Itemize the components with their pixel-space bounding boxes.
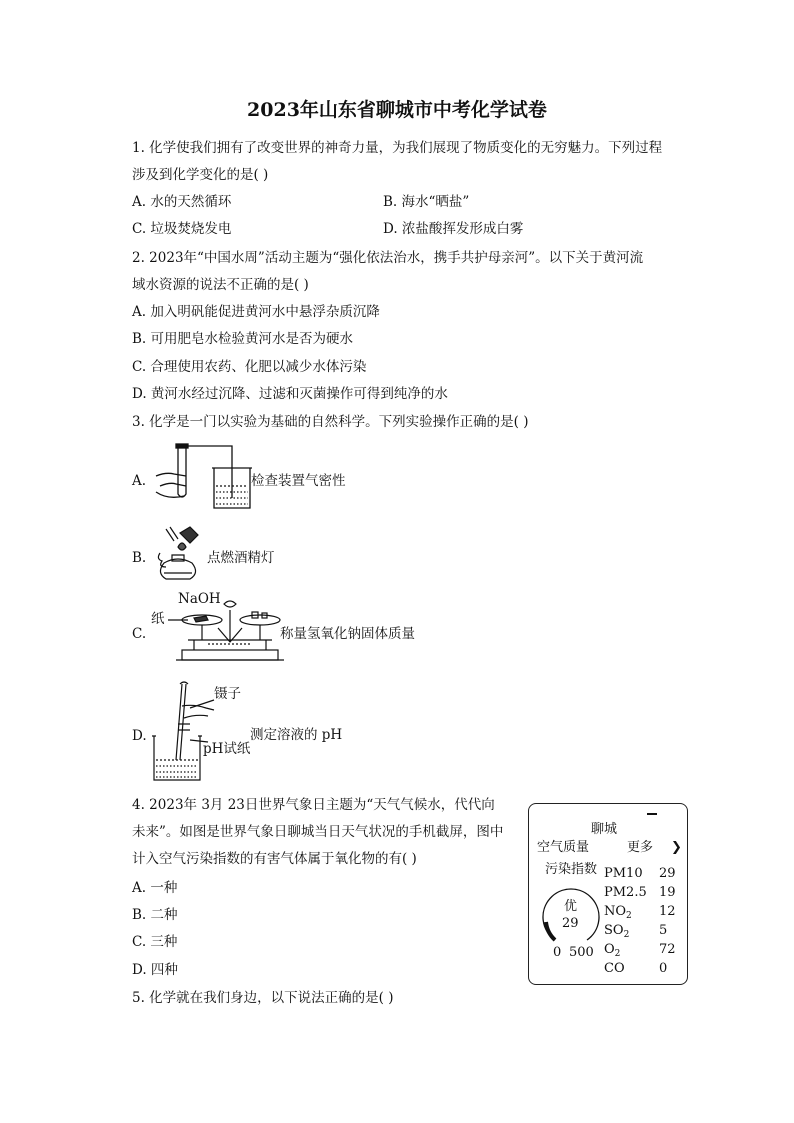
- pollutant-value: 19: [659, 885, 676, 900]
- phone-scale-min: 0: [553, 945, 562, 960]
- q3-option-d-text: 测定溶液的 pH: [250, 727, 343, 743]
- aqi-gauge-icon: [539, 882, 603, 946]
- ph-test-illustration: [150, 680, 216, 784]
- phone-more-link: 更多: [627, 840, 654, 855]
- q2-stem-line1: 2. 2023年“中国水周”活动主题为“强化依法治水，携手共护母亲河”。以下关于黄河流: [132, 250, 644, 266]
- balance-scale-illustration: [168, 598, 280, 670]
- q2-option-b: B. 可用肥皂水检验黄河水是否为硬水: [132, 331, 354, 347]
- pollutant-name: CO: [604, 961, 625, 976]
- page-title: 2023年山东省聊城市中考化学试卷: [247, 99, 547, 121]
- q2-option-d: D. 黄河水经过沉降、过滤和灭菌操作可得到纯净的水: [132, 386, 448, 402]
- q3-option-a-text: 检查装置气密性: [251, 473, 346, 489]
- q1-stem-line2: 涉及到化学变化的是( ): [132, 167, 269, 183]
- pollutant-name: PM10: [604, 866, 643, 881]
- q5-stem: 5. 化学就在我们身边，以下说法正确的是( ): [132, 990, 394, 1006]
- q4-option-c: C. 三种: [132, 934, 178, 950]
- phone-aqi-grade: 优: [564, 899, 578, 914]
- q1-option-d: D. 浓盐酸挥发形成白雾: [383, 221, 524, 237]
- q1-option-a: A. 水的天然循环: [132, 194, 232, 210]
- q1-stem-line1: 1. 化学使我们拥有了改变世界的神奇力量，为我们展现了物质变化的无穷魅力。下列过程: [132, 140, 663, 156]
- q3-option-b-letter: B.: [132, 550, 147, 566]
- q1-option-b: B. 海水“晒盐”: [383, 194, 470, 210]
- q1-option-c: C. 垃圾焚烧发电: [132, 221, 232, 237]
- q2-option-c: C. 合理使用农药、化肥以减少水体污染: [132, 359, 367, 375]
- pollutant-value: 72: [659, 942, 676, 957]
- q3-option-c-paper-label: 纸: [151, 611, 165, 627]
- pollutant-value: 0: [659, 961, 668, 976]
- pollutant-name: $SO_2$: [604, 923, 630, 940]
- q3-option-d-letter: D.: [132, 728, 147, 744]
- q4-stem-line3: 计入空气污染指数的有害气体属于氧化物的有( ): [132, 851, 417, 867]
- q2-stem-line2: 域水资源的说法不正确的是( ): [132, 277, 309, 293]
- q3-option-c-text: 称量氢氧化钠固体质量: [280, 626, 415, 642]
- phone-air-quality-label: 空气质量: [537, 840, 590, 855]
- q3-option-c-naoh-label: NaOH: [178, 591, 221, 607]
- pollutant-name: PM2.5: [604, 885, 647, 900]
- phone-city: 聊城: [591, 822, 618, 837]
- pollutant-name: $NO_2$: [604, 904, 632, 921]
- q3-option-c-letter: C.: [132, 626, 147, 642]
- pollutant-value: 12: [659, 904, 676, 919]
- airtight-check-illustration: [152, 440, 252, 512]
- q4-option-a: A. 一种: [132, 880, 178, 896]
- q4-option-b: B. 二种: [132, 907, 178, 923]
- pollutant-value: 5: [659, 923, 668, 938]
- pollutant-value: 29: [659, 866, 676, 881]
- chevron-right-icon: ❯: [671, 840, 682, 855]
- pollutant-name: $O_2$: [604, 942, 621, 959]
- q4-stem-line1: 4. 2023年 3月 23日世界气象日主题为“天气气候水，代代向: [132, 797, 495, 813]
- q3-stem: 3. 化学是一门以实验为基础的自然科学。下列实验操作正确的是( ): [132, 414, 529, 430]
- phone-scale-max: 500: [569, 945, 594, 960]
- q4-option-d: D. 四种: [132, 962, 178, 978]
- q3-option-b-text: 点燃酒精灯: [207, 550, 275, 566]
- phone-screenshot-figure: [528, 803, 688, 985]
- q3-option-d-tweezers-label: 镊子: [214, 686, 241, 702]
- phone-speaker: [647, 813, 657, 815]
- q2-option-a: A. 加入明矾能促进黄河水中悬浮杂质沉降: [132, 304, 380, 320]
- phone-aqi-value: 29: [562, 916, 579, 931]
- q3-option-d-ph-paper-label: pH试纸: [203, 741, 251, 757]
- phone-index-label: 污染指数: [545, 862, 598, 877]
- q3-option-a-letter: A.: [132, 473, 147, 489]
- q4-stem-line2: 未来”。如图是世界气象日聊城当日天气状况的手机截屏，图中: [132, 824, 504, 840]
- alcohol-lamp-illustration: [150, 525, 206, 583]
